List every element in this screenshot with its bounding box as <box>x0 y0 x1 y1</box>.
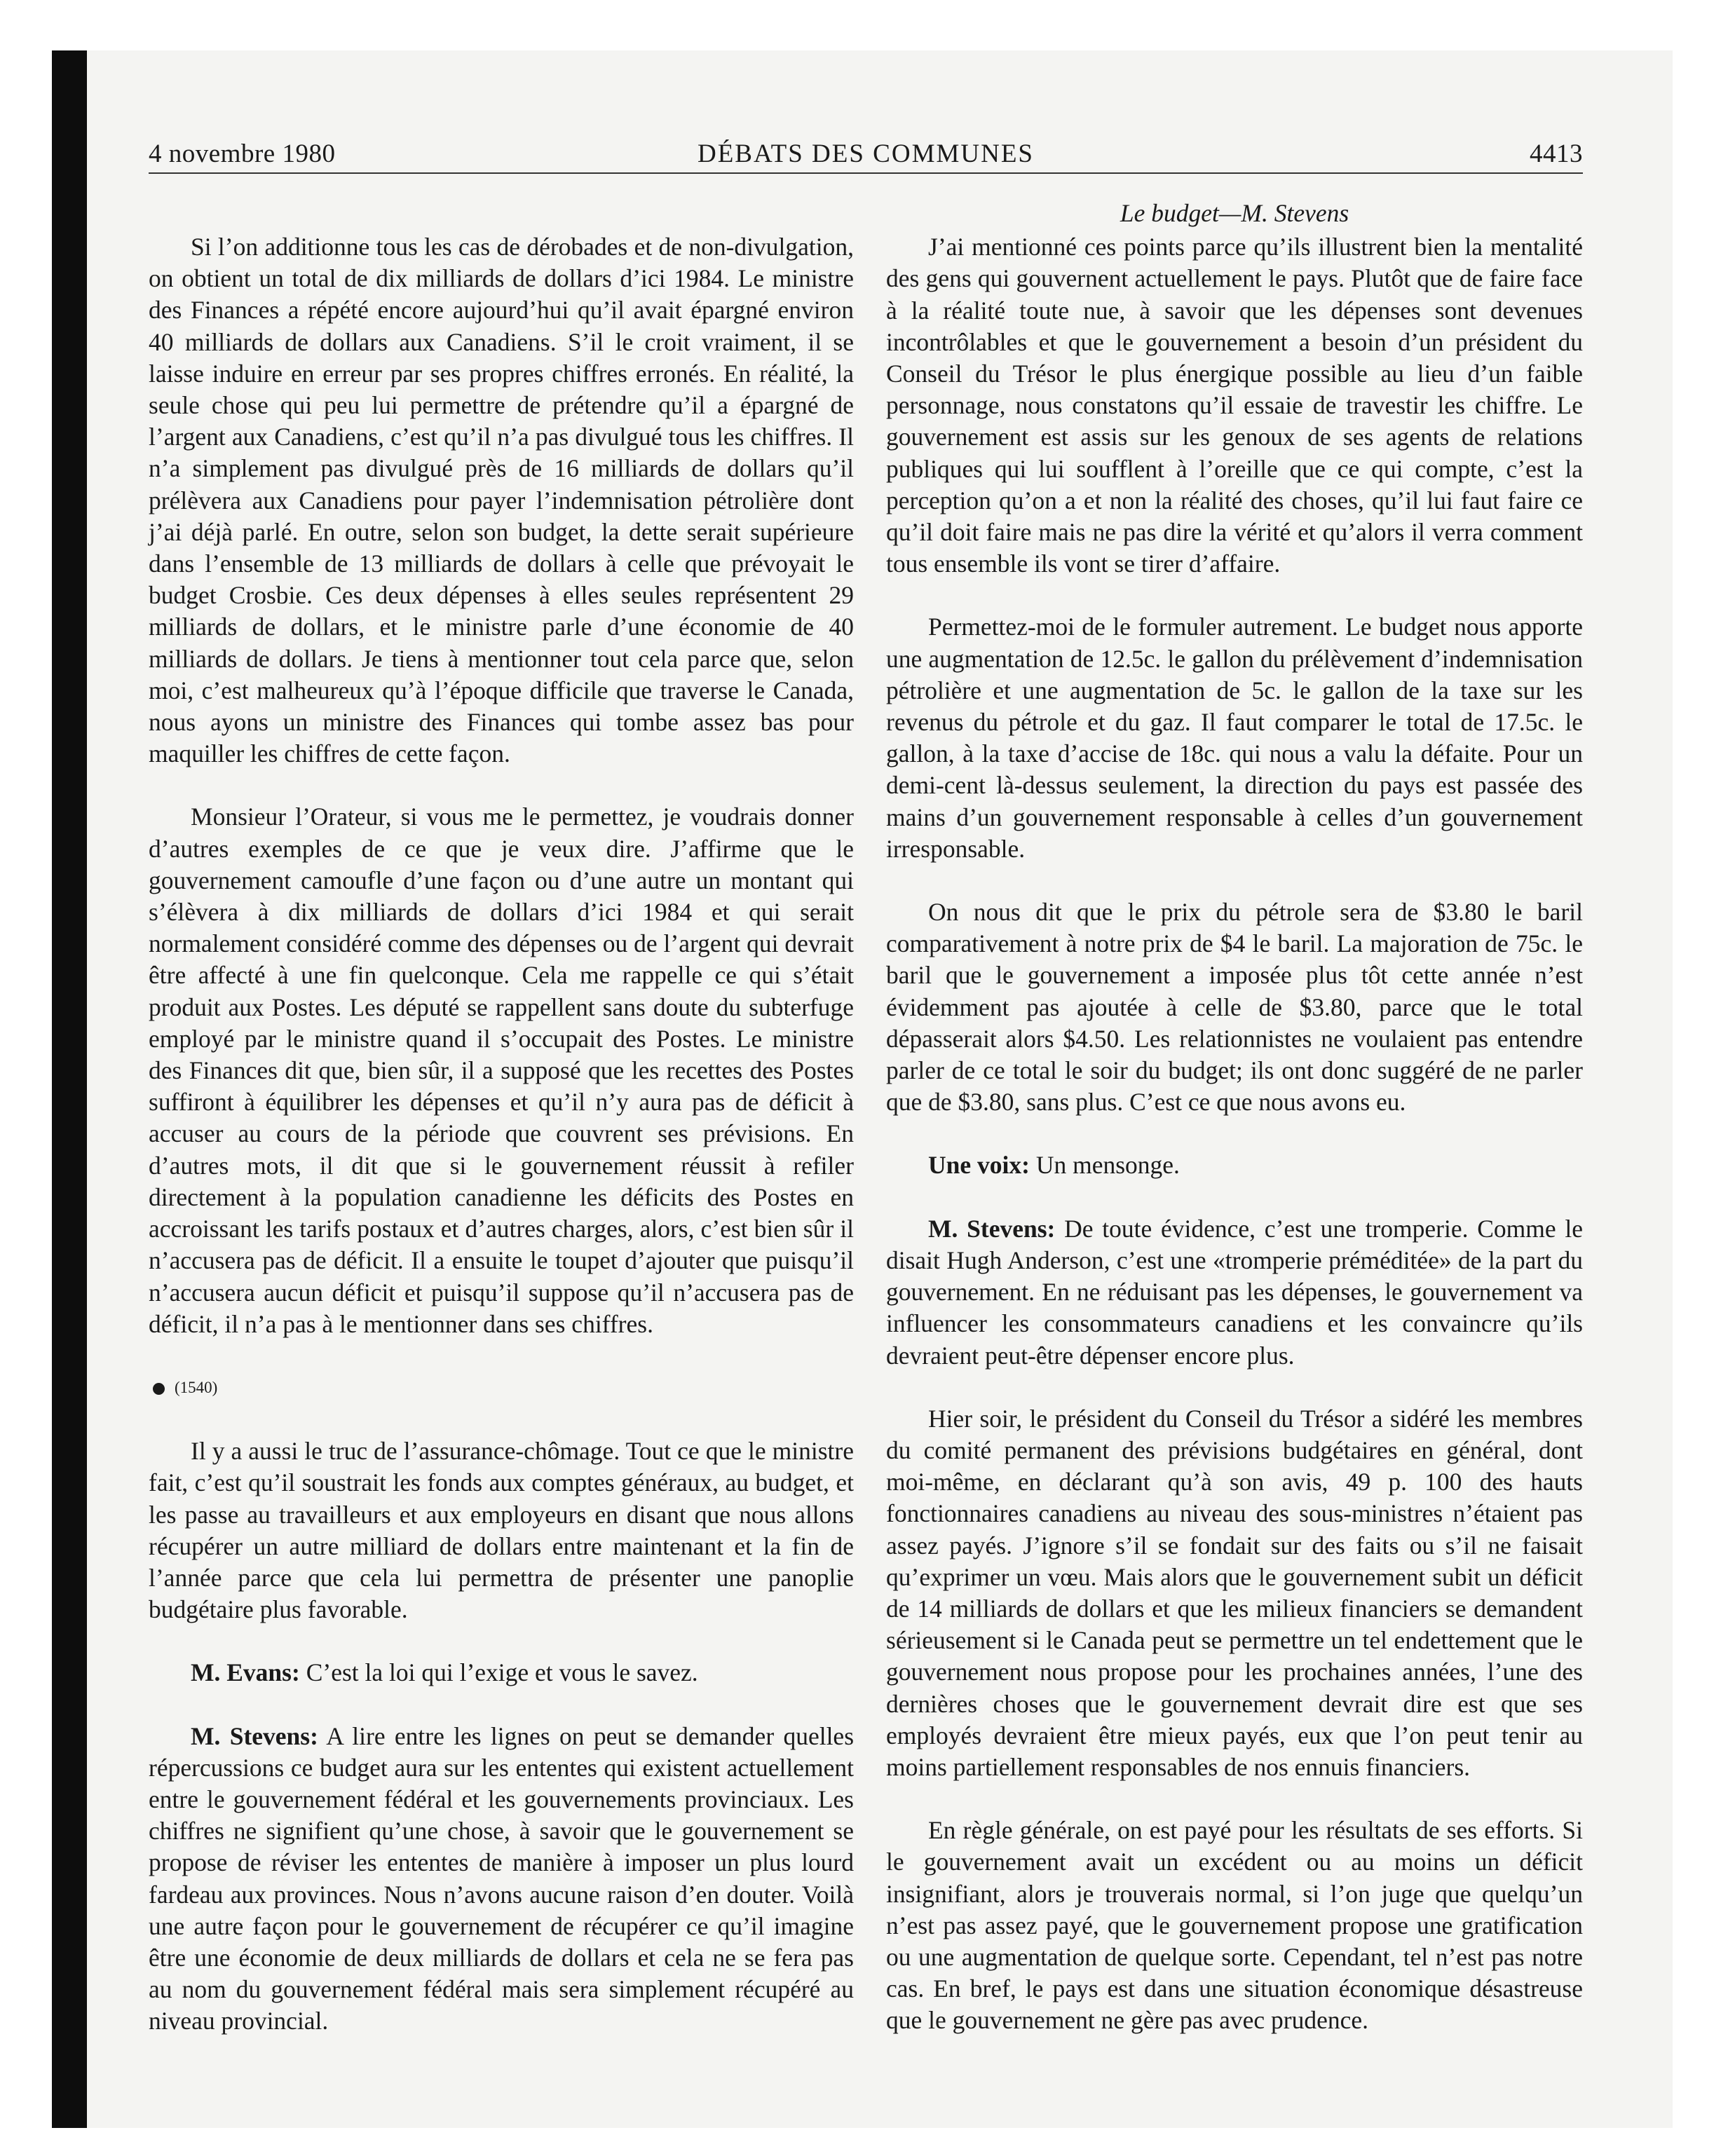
speech <box>149 1657 854 1688</box>
paragraph: On nous dit que le prix du pétrole sera de $3.80 le baril comparativement à notre prix de $4 le baril. La majoration de 75c. le baril que le gouvernement a imposée plus tôt cette année n’est évidemment pas ajoutée à celle de $3.80, parce que le total dépasserait alors $4.50. Les relationnistes ne voulaient pas entendre parler de ce total le soir du budget; ils ont donc suggéré de ne parler que de $3.80, sans plus. C’est ce que nous avons eu. <box>886 898 1583 1117</box>
speech-text: A lire entre les lignes on peut se demander quelles répercussions ce budget aura sur les ententes qui existent actuellement entre le gouvernement fédéral et les gouvernements provinciaux. Les chiffres ne signifient qu’une chose, à savoir que le gouvernement se propose de réviser les ententes de manière à imposer un plus lourd fardeau aux provinces. Nous n’avons aucune raison d’en douter. Voilà une autre façon pour le gouvernement de récupérer ce qu’il imagine être une économie de deux milliards de dollars et cela ne se fera pas au nom du gouvernement fédéral mais sera simplement récupéré au niveau provincial. <box>149 1721 855 2035</box>
time-marker <box>153 1372 854 1403</box>
scan-edge-bar <box>52 50 87 2128</box>
speaker-name: M. Stevens: <box>928 1214 1056 1243</box>
paragraph: Hier soir, le président du Conseil du Trésor a sidéré les membres du comité permanent des prévisions budgétaires en général, dont moi-même, en déclarant qu’à son avis, 49 p. 100 des hauts fonctionnaires canadiens au niveau des sous-ministres n’étaient pas assez payés. J’ignore s’il se fondait sur des faits ou s’il ne faisait qu’exprimer un vœu. Mais alors que le gouvernement subit un déficit de 14 milliards de dollars et que les milieux financiers se demandent sérieusement si le Canada peut se permettre un tel endettement que le gouvernement nous propose pour les prochaines années, l’une des dernières choses que le gouvernement devrait dire est que ses employés devraient être mieux payés, eux que l’on peut tenir au moins partiellement responsables de nos ennuis financiers. <box>886 1404 1583 1781</box>
bullet-icon <box>153 1383 165 1395</box>
speech <box>886 1213 1583 1372</box>
paragraph: Si l’on additionne tous les cas de dérobades et de non-divulgation, on obtient un total de dix milliards de dollars d’ici 1984. Le ministre des Finances a répété encore aujourd’hui qu’il avait épargné environ 40 milliards de dollars aux Canadiens. S’il le croit vraiment, il se laisse induire en erreur par ses propres chiffres erronés. En réalité, la seule chose qui peu lui permettre de prétendre qu’il a épargné de l’argent aux Canadiens, c’est qu’il n’a pas divulgué tous les chiffres. Il n’a simplement pas divulgué près de 16 milliards de dollars qu’il prélèvera aux Canadiens pour payer l’indemnisation pétrolière dont j’ai déjà parlé. En outre, selon son budget, la dette serait supérieure dans l’ensemble de 13 milliards de dollars à celle que prévoyait le budget Crosbie. Ces deux dépenses à elles seules représentent 29 milliards de dollars, et le ministre parle d’une économie de 40 milliards de dollars. Je tiens à mentionner tout cela parce que, selon moi, c’est malheureux qu’à l’époque difficile que traverse le Canada, nous ayons un ministre des Finances qui tombe assez bas pour maquiller les chiffres de cette façon. <box>149 233 854 768</box>
speech-text: Un mensonge. <box>1029 1151 1180 1180</box>
paragraph: Monsieur l’Orateur, si vous me le permettez, je voudrais donner d’autres exemples de ce que je veux dire. J’affirme que le gouvernement camoufle d’une façon ou d’une autre un montant qui s’élèvera à dix milliards de dollars d’ici 1984 et qui serait normalement considéré comme des dépenses ou de l’argent qui devrait être affecté à une fin quelconque. Cela me rappelle ce qui s’était produit aux Postes. Les député se rappellent sans doute du subterfuge employé par le ministre quand il s’occupait des Postes. Le ministre des Finances dit que, bien sûr, il a supposé que les recettes des Postes suffiront à équilibrer les dépenses et qu’il n’y aura pas de déficit à accuser au cours de la période que couvrent ses prévisions. En d’autres mots, il dit que si le gouvernement réussit à refiler directement à la population canadienne les déficits des Postes en accroissant les tarifs postaux et d’autres charges, alors, c’est bien sûr il n’accusera pas de déficit. Il a ensuite le toupet d’ajouter que puisqu’il n’accusera aucun déficit et puisqu’il suppose qu’il n’accusera pas de déficit, il n’a pas à le mentionner dans ses chiffres. <box>149 803 854 1338</box>
page-number: 4413 <box>1530 139 1583 168</box>
speaker-name: Une voix: <box>928 1151 1030 1180</box>
header-rule <box>149 172 1583 174</box>
paragraph: En règle générale, on est payé pour les résultats de ses efforts. Si le gouvernement avait un excédent ou au moins un déficit insignifiant, alors je trouverais normal, si l’on juge que quelqu’un n’est pas assez payé, que le gouvernement propose une gratification ou une augmentation de quelque sorte. Cependant, tel n’est pas notre cas. En bref, le pays est dans une situation économique désastreuse que le gouvernement ne gère pas avec prudence. <box>886 1816 1583 2035</box>
left-column <box>149 231 854 2069</box>
paragraph: J’ai mentionné ces points parce qu’ils illustrent bien la mentalité des gens qui gouvernent actuellement le pays. Plutôt que de faire face à la réalité toute nue, à savoir que les dépenses sont devenues incontrôlables et que le gouvernement a besoin d’un président du Conseil du Trésor le plus énergique possible au lieu d’un faible personnage, nous constatons qu’il essaie de travestir les chiffre. Le gouvernement est assis sur les genoux de ses agents de relations publiques qui lui soufflent à l’oreille que ce qui compte, c’est la perception qu’on a et non la réalité des choses, qu’il lui faut faire ce qu’il doit faire mais ne pas dire la vérité et qu’alors il verra comment tous ensemble ils vont se tirer d’affaire. <box>886 233 1583 578</box>
speaker-name: M. Stevens: <box>191 1721 318 1750</box>
right-column <box>886 198 1583 2068</box>
page-header <box>149 139 1583 175</box>
paragraph: Permettez-moi de le formuler autrement. Le budget nous apporte une augmentation de 12.5c. le gallon du prélèvement d’indemnisation pétrolière et une augmentation de 5c. le gallon de la taxe sur les revenus du pétrole et du gaz. Il faut comparer le total de 17.5c. le gallon, à la taxe d’accise de 18c. qui nous a valu la défaite. Pour un demi-cent là-dessus seulement, la direction du pays est passée des mains d’un gouvernement responsable à celles d’un gouvernement irresponsable. <box>886 613 1583 863</box>
time-marker-text: (1540) <box>175 1378 218 1396</box>
speech <box>886 1149 1583 1181</box>
paragraph: Il y a aussi le truc de l’assurance-chômage. Tout ce que le ministre fait, c’est qu’il soustrait les fonds aux comptes généraux, au budget, et les passe au travailleurs et aux employeurs en disant que nous allons récupérer un autre milliard de dollars entre maintenant et la fin de l’année parce que cela lui permettra de présenter une panoplie budgétaire plus favorable. <box>149 1437 854 1624</box>
speech-text: C’est la loi qui l’exige et vous le savez. <box>299 1658 698 1687</box>
header-date: 4 novembre 1980 <box>149 139 336 168</box>
speech-text: De toute évidence, c’est une tromperie. Comme le disait Hugh Anderson, c’est une «tromperie préméditée» de la part du gouvernement. En ne réduisant pas les dépenses, le gouvernement va influencer les consommateurs canadiens et les convaincre qu’ils devraient peut-être dépenser encore plus. <box>886 1214 1584 1370</box>
header-title: DÉBATS DES COMMUNES <box>697 139 1034 168</box>
speech <box>149 1721 854 2038</box>
running-head: Le budget—M. Stevens <box>1120 199 1349 227</box>
speaker-name: M. Evans: <box>191 1658 300 1687</box>
